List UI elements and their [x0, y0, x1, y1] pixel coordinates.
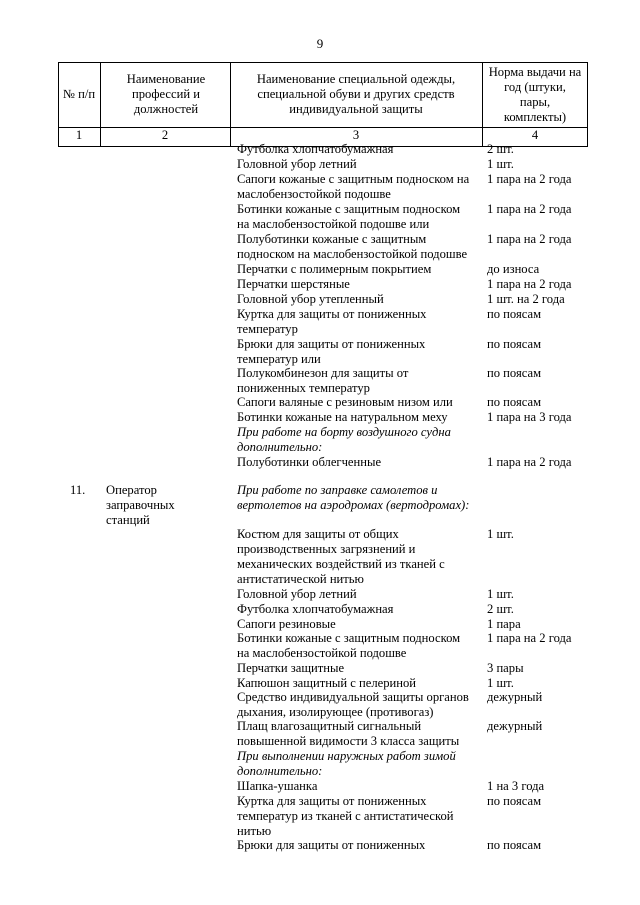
header-col-profession: Наименование профессий и должностей: [126, 72, 206, 116]
item-norm: 1 шт.: [487, 587, 514, 601]
item-norm: по поясам: [487, 838, 542, 852]
item-name: Капюшон защитный с пелериной: [237, 676, 417, 690]
item-name: Сапоги резиновые: [237, 617, 336, 631]
item-norm: 1 пара на 3 года: [487, 410, 572, 424]
item-norm: 1 пара: [487, 617, 521, 631]
item-norm: 1 пара на 2 года: [487, 277, 572, 291]
header-col-number: № п/п: [62, 87, 96, 101]
item-name: Куртка для защиты от пониженных температур из тканей с антистатической нитью: [237, 794, 454, 838]
item-name: Перчатки защитные: [237, 661, 345, 675]
item-name: Головной убор летний: [237, 157, 357, 171]
item-name: Средство индивидуальной защиты органов дыхания, изолирующее (противогаз): [237, 690, 469, 719]
item-norm: по поясам: [487, 395, 542, 409]
item-norm: 2 шт.: [487, 142, 514, 156]
item-name: Полукомбинезон для защиты от пониженных температур: [237, 366, 409, 395]
item-name: Полуботинки кожаные с защитным подноском на маслобензостойкой подошве: [237, 232, 468, 261]
item-name: Куртка для защиты от пониженных температур: [237, 307, 427, 336]
item-norm: дежурный: [487, 690, 543, 704]
section-heading: При работе по заправке самолетов и вертолетов на аэродромах (вертодромах):: [237, 483, 470, 512]
item-norm: по поясам: [487, 794, 542, 808]
item-norm: 1 шт.: [487, 157, 514, 171]
header-colnum-4: 4: [531, 128, 539, 142]
item-norm: 1 шт.: [487, 676, 514, 690]
header-colnum-2: 2: [161, 128, 169, 142]
header-col-items: Наименование специальной одежды, специальной обуви и других средств индивидуальной защиты: [256, 72, 456, 116]
header-colnum-1: 1: [75, 128, 83, 142]
item-name: Полуботинки облегченные: [237, 455, 382, 469]
item-name: Футболка хлопчатобумажная: [237, 142, 394, 156]
item-name: Брюки для защиты от пониженных: [237, 838, 426, 852]
item-norm: 1 пара на 2 года: [487, 172, 572, 186]
profession-name: Оператор заправочных станций: [106, 483, 175, 527]
item-norm: 1 шт.: [487, 527, 514, 541]
item-name: Ботинки кожаные с защитным подноском на маслобензостойкой подошве или: [237, 202, 461, 231]
item-name: Сапоги кожаные с защитным подноском на маслобензостойкой подошве: [237, 172, 470, 201]
item-norm: по поясам: [487, 366, 542, 380]
item-name: Ботинки кожаные на натуральном меху: [237, 410, 448, 424]
row-number: 11.: [70, 483, 86, 497]
item-norm: 1 шт. на 2 года: [487, 292, 565, 306]
section-heading: При работе на борту воздушного судна дополнительно:: [237, 425, 451, 454]
item-norm: 1 пара на 2 года: [487, 232, 572, 246]
item-name: Головной убор летний: [237, 587, 357, 601]
item-name: Перчатки шерстяные: [237, 277, 350, 291]
page-number: 9: [316, 36, 324, 51]
item-norm: 1 на 3 года: [487, 779, 545, 793]
item-name: Шапка-ушанка: [237, 779, 318, 793]
item-norm: по поясам: [487, 307, 542, 321]
item-name: Костюм для защиты от общих производственных загрязнений и механических воздействий из тканей с антистатической нитью: [237, 527, 445, 586]
table-header: [58, 62, 588, 148]
item-name: Перчатки с полимерным покрытием: [237, 262, 432, 276]
item-norm: дежурный: [487, 719, 543, 733]
header-colnum-3: 3: [352, 128, 360, 142]
item-name: Сапоги валяные с резиновым низом или: [237, 395, 453, 409]
item-norm: 1 пара на 2 года: [487, 631, 572, 645]
item-norm: 1 пара на 2 года: [487, 202, 572, 216]
item-norm: до износа: [487, 262, 540, 276]
section-heading: При выполнении наружных работ зимой дополнительно:: [237, 749, 456, 778]
item-name: Ботинки кожаные с защитным подноском на маслобензостойкой подошве: [237, 631, 461, 660]
item-norm: 1 пара на 2 года: [487, 455, 572, 469]
item-name: Футболка хлопчатобумажная: [237, 602, 394, 616]
item-name: Брюки для защиты от пониженных температур или: [237, 337, 426, 366]
item-name: Головной убор утепленный: [237, 292, 384, 306]
item-norm: 2 шт.: [487, 602, 514, 616]
item-norm: по поясам: [487, 337, 542, 351]
item-name: Плащ влагозащитный сигнальный повышенной видимости 3 класса защиты: [237, 719, 460, 748]
header-col-norm: Норма выдачи на год (штуки, пары, комплекты): [488, 64, 582, 124]
item-norm: 3 пары: [487, 661, 524, 675]
